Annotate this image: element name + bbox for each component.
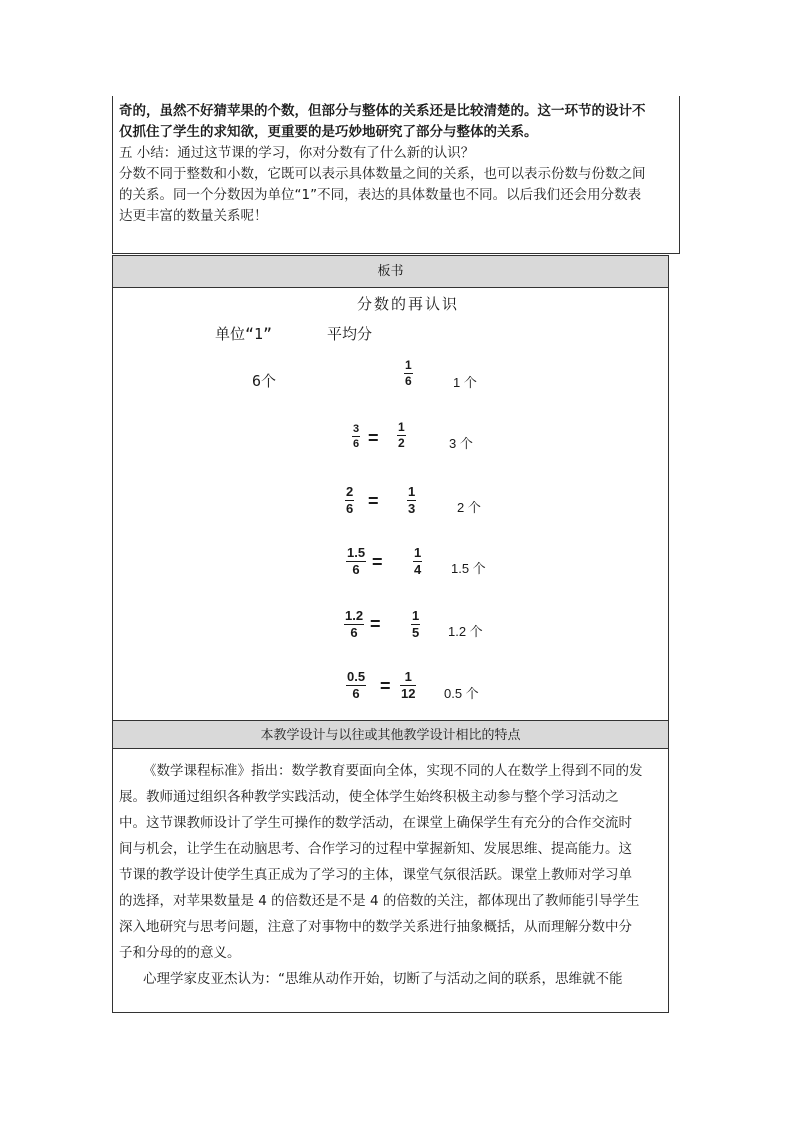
fraction: 1.5 6 — [347, 545, 366, 578]
text-line: 分数不同于整数和小数，它既可以表示具体数量之间的关系，也可以表示份数与份数之间 — [119, 166, 646, 182]
text-line: 仅抓住了学生的求知欲，更重要的是巧妙地研究了部分与整体的关系。 — [119, 124, 538, 140]
features-header: 本教学设计与以往或其他教学设计相比的特点 — [113, 720, 668, 749]
text-line: 的关系。同一个分数因为单位“1”不同，表达的具体数量也不同。以后我们还会用分数表 — [119, 187, 642, 203]
unit-one-label: 单位“1” — [215, 325, 273, 343]
fraction: 1 6 — [405, 358, 412, 389]
fraction: 1 4 — [414, 545, 422, 578]
count-label: 0.5 个 — [444, 686, 479, 701]
text-line: 奇的，虽然不好猜苹果的个数，但部分与整体的关系还是比较清楚的。这一环节的设计不 — [119, 103, 646, 119]
lesson-table: 板书 分数的再认识 单位“1” 平均分 6个 1 6 1 个 3 6 = 1 2 3 个 2 6 = 1 3 2 个 1.5 6 = 1 4 1.5 个 1.2 6 = 1 5 1.2 个 0.5 6 = 1 12 0.5 个 本教学设计与以往或其他教学设计相比的特点 《数学课程标准》指出：数学教育要面向全体，实现不同的人在数学上得到不同的发 展。教师通过组织各种教学实践活动，使全体学生始终积极主动参与整个学习活动之 中。这节课教师设计了学生可操作的数学活动，在课堂上确保学生有充分的合作交流时 间与机会，让学生在动脑思考、合作学习的过程中掌握新知、发展思维、提高能力。这 节课的教学设计使学生真正成为了学习的主体，课堂气氛很活跃。课堂上教师对学习单 的选择，对苹果数量是 4 的倍数还是不是 4 的倍数的关注，都体现出了教师能引导学生 深入地研究与思考问题，注意了对事物中的数学关系进行抽象概括，从而理解分数中分 子和分母的的意义。 心理学家皮亚杰认为：“思维从动作开始，切断了与活动之间的联系，思维就不能 — [112, 255, 669, 1013]
count-label: 1.2 个 — [448, 624, 483, 639]
board-title: 分数的再认识 — [357, 295, 460, 313]
count-label: 3 个 — [449, 436, 473, 451]
board-header: 板书 — [113, 256, 668, 288]
fraction: 3 6 — [353, 423, 360, 451]
equals-sign: = — [368, 428, 379, 448]
equals-sign: = — [380, 676, 391, 696]
fraction: 1 12 — [401, 669, 416, 702]
summary-heading: 五 小结：通过这节课的学习，你对分数有了什么新的认识？ — [119, 145, 475, 161]
summary-box — [112, 96, 680, 254]
fraction: 1 2 — [398, 420, 405, 451]
fraction: 0.5 6 — [347, 669, 366, 702]
fraction: 1.2 6 — [345, 608, 364, 641]
count-label: 1 个 — [453, 375, 477, 390]
equals-sign: = — [368, 491, 379, 511]
fraction: 1 3 — [408, 484, 416, 517]
fraction: 1 5 — [412, 608, 420, 641]
equals-sign: = — [370, 614, 381, 634]
count-label: 1.5 个 — [451, 561, 486, 576]
text-line: 达更丰富的数量关系呢！ — [119, 208, 268, 224]
fraction: 2 6 — [346, 484, 354, 517]
equal-division-label: 平均分 — [327, 325, 373, 343]
count-label: 2 个 — [457, 500, 481, 515]
six-items-label: 6个 — [252, 372, 277, 390]
equals-sign: = — [372, 552, 383, 572]
